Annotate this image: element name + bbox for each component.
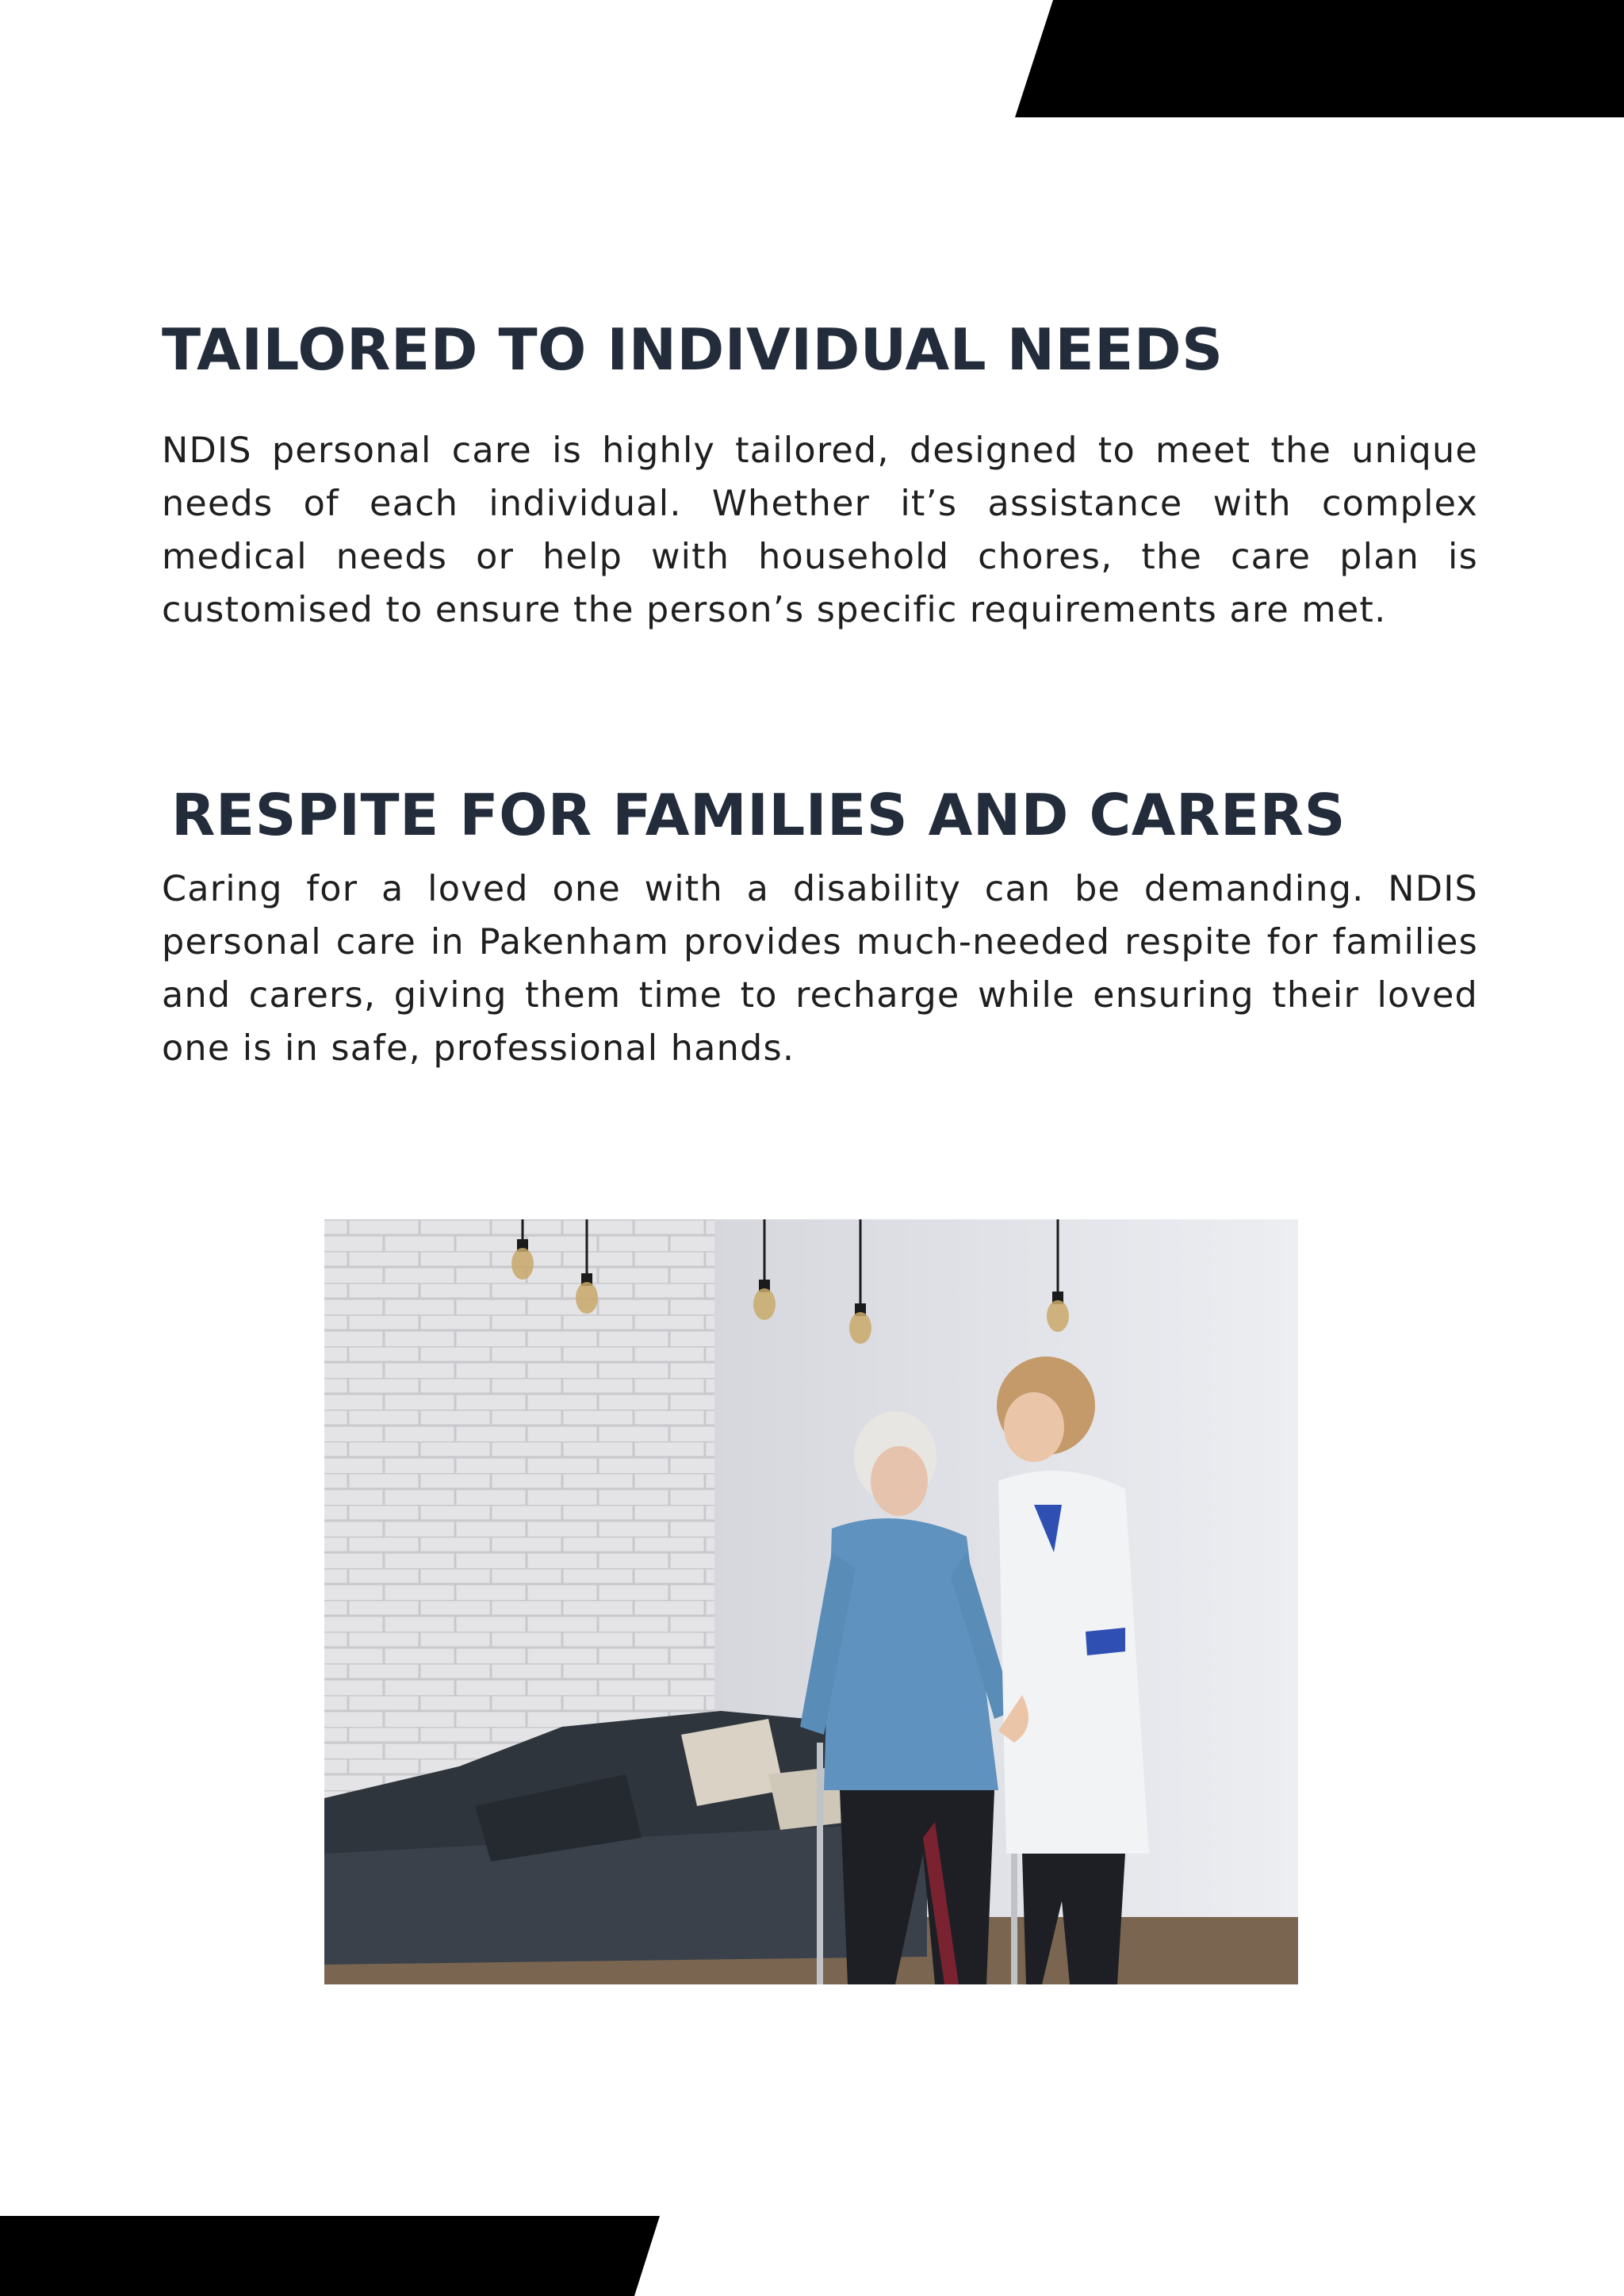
section-body-respite: Caring for a loved one with a disability can be demanding. NDIS personal care in Pakenham provides much-needed respite for families and carers, giving them time to recharge while ensuring their loved one is in safe, professional hands. (162, 869, 1478, 1069)
top-decorative-bar (1015, 0, 1624, 117)
section-heading-respite: RESPITE FOR FAMILIES AND CARERS (171, 782, 1346, 848)
section-body-tailored: NDIS personal care is highly tailored, designed to meet the unique needs of each individual. Whether it’s assistance with complex medical needs or help with household chores, the care plan is customised to ensure the person’s specific requirements are met. (162, 430, 1478, 630)
bottom-decorative-bar (0, 2216, 660, 2296)
section-heading-tailored: TAILORED TO INDIVIDUAL NEEDS (162, 316, 1224, 383)
caregiver-photo (324, 1219, 1298, 1984)
